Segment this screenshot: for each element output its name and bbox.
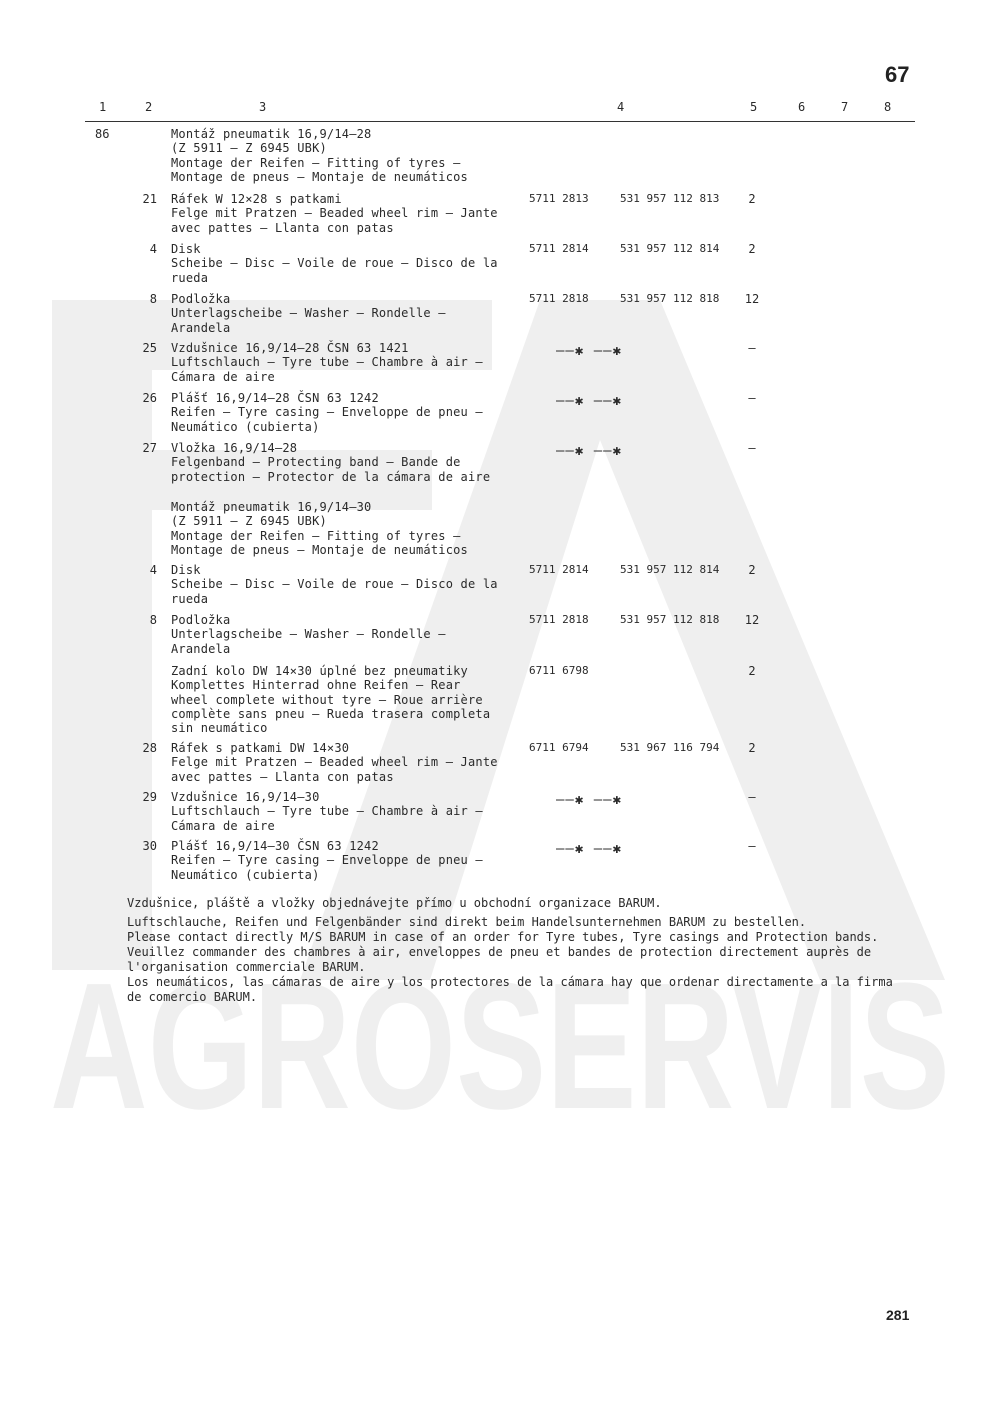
part-description [171, 563, 511, 606]
description-line: (Z 5911 — Z 6945 UBK) [171, 514, 327, 529]
part-number: 531 957 112 814 [620, 563, 720, 576]
part-description [171, 741, 511, 784]
part-description [171, 613, 511, 656]
description-line: Podložka [171, 292, 231, 306]
quantity: 2 [748, 741, 756, 755]
order-separately-mark: ——✱ ——✱ [556, 841, 623, 857]
header-rule [85, 121, 915, 122]
quantity: 2 [748, 242, 756, 256]
description-line: Vzdušnice 16,9/14—28 ČSN 63 1421 [171, 341, 409, 355]
description-line: avec pattes — Llanta con patas [171, 220, 394, 235]
catalog-code: 5711 2813 [529, 192, 589, 205]
part-description [171, 500, 511, 557]
column-header-4: 4 [617, 100, 625, 114]
description-line: Cámara de aire [171, 369, 275, 384]
description-line: Neumático (cubierta) [171, 867, 320, 882]
description-line: Podložka [171, 613, 231, 627]
part-description [171, 391, 511, 434]
description-line: Disk [171, 242, 201, 256]
part-description [171, 441, 511, 484]
quantity: 2 [748, 664, 756, 678]
order-separately-mark: ——✱ ——✱ [556, 343, 623, 359]
catalog-code: 5711 2818 [529, 292, 589, 305]
description-line: Unterlagscheibe — Washer — Rondelle — [171, 306, 446, 321]
position-number: 4 [149, 242, 157, 256]
quantity: 2 [748, 563, 756, 577]
catalog-code: 5711 2818 [529, 613, 589, 626]
description-line: Unterlagscheibe — Washer — Rondelle — [171, 627, 446, 642]
description-line: rueda [171, 591, 209, 606]
description-line: protection — Protector de la cámara de aire [171, 469, 491, 484]
quantity: — [748, 839, 756, 853]
description-line: Arandela [171, 641, 231, 656]
quantity: — [748, 341, 756, 355]
quantity: 12 [744, 613, 760, 627]
part-description [171, 127, 511, 184]
part-number: 531 967 116 794 [620, 741, 720, 754]
quantity: 12 [744, 292, 760, 306]
catalog-code: 6711 6798 [529, 664, 589, 677]
description-line: rueda [171, 270, 209, 285]
note-line: l'organisation commerciale BARUM. [127, 960, 366, 974]
position-number: 29 [142, 790, 157, 804]
description-line: Montage der Reifen — Fitting of tyres — [171, 528, 461, 543]
note-line: Please contact directly M/S BARUM in case of an order for Tyre tubes, Tyre casings and Protection bands. [127, 930, 879, 944]
part-number: 531 957 112 818 [620, 613, 720, 626]
quantity: — [748, 441, 756, 455]
description-line: Vzdušnice 16,9/14—30 [171, 790, 320, 804]
description-line: Plášť 16,9/14—28 ČSN 63 1242 [171, 391, 379, 405]
description-line: Disk [171, 563, 201, 577]
description-line: Arandela [171, 320, 231, 335]
description-line: (Z 5911 — Z 6945 UBK) [171, 141, 327, 156]
description-line: Ráfek s patkami DW 14⨯30 [171, 741, 350, 755]
quantity: — [748, 790, 756, 804]
description-line: Montage der Reifen — Fitting of tyres — [171, 155, 461, 170]
quantity: — [748, 391, 756, 405]
description-line: wheel complete without tyre — Roue arrière [171, 692, 483, 707]
note-line: Luftschlauche, Reifen und Felgenbänder sind direkt beim Handelsunternehmen BARUM zu bestellen. [127, 915, 807, 929]
description-line: Felge mit Pratzen — Beaded wheel rim — Jante [171, 206, 498, 221]
order-separately-mark: ——✱ ——✱ [556, 792, 623, 808]
part-description [171, 242, 511, 285]
note-line: Vzdušnice, pláště a vložky objednávejte přímo u obchodní organizace BARUM. [127, 896, 662, 910]
position-number: 25 [142, 341, 157, 355]
description-line: Luftschlauch — Tyre tube — Chambre à air — [171, 355, 483, 370]
description-line: sin neumático [171, 721, 268, 736]
description-line: Montage de pneus — Montaje de neumáticos [171, 542, 468, 557]
part-description [171, 341, 511, 384]
description-line: Ráfek W 12⨯28 s patkami [171, 192, 342, 206]
position-number: 21 [142, 192, 157, 206]
column-header-8: 8 [884, 100, 892, 114]
description-line: Felgenband — Protecting band — Bande de [171, 455, 461, 470]
part-number: 531 957 112 814 [620, 242, 720, 255]
description-line: avec pattes — Llanta con patas [171, 769, 394, 784]
order-separately-mark: ——✱ ——✱ [556, 393, 623, 409]
part-description [171, 192, 511, 235]
description-line: Felge mit Pratzen — Beaded wheel rim — Jante [171, 755, 498, 770]
description-line: Plášť 16,9/14—30 ČSN 63 1242 [171, 839, 379, 853]
description-line: Montáž pneumatik 16,9/14—28 [171, 127, 372, 141]
group-number: 86 [95, 127, 110, 141]
description-line: Reifen — Tyre casing — Enveloppe de pneu — [171, 853, 483, 868]
note-line: de comercio BARUM. [127, 990, 258, 1004]
catalog-code: 5711 2814 [529, 563, 589, 576]
page-number: 67 [885, 62, 910, 87]
position-number: 8 [149, 613, 157, 627]
description-line: Luftschlauch — Tyre tube — Chambre à air — [171, 804, 483, 819]
column-header-5: 5 [750, 100, 758, 114]
position-number: 8 [149, 292, 157, 306]
description-line: Komplettes Hinterrad ohne Reifen — Rear [171, 678, 461, 693]
catalog-code: 6711 6794 [529, 741, 589, 754]
description-line: Vložka 16,9/14—28 [171, 441, 298, 455]
part-description [171, 664, 511, 735]
description-line: Scheibe — Disc — Voile de roue — Disco de la [171, 577, 498, 592]
description-line: Neumático (cubierta) [171, 419, 320, 434]
note-line: Los neumáticos, las cámaras de aire y los protectores de la cámara hay que ordenar directamente a la firma [127, 975, 893, 989]
column-header-3: 3 [259, 100, 267, 114]
column-header-6: 6 [798, 100, 806, 114]
position-number: 26 [142, 391, 157, 405]
description-line: Zadní kolo DW 14⨯30 úplné bez pneumatiky [171, 664, 468, 678]
column-header-1: 1 [99, 100, 107, 114]
footer-page-number: 281 [886, 1307, 910, 1323]
part-number: 531 957 112 813 [620, 192, 720, 205]
description-line: Reifen — Tyre casing — Enveloppe de pneu — [171, 405, 483, 420]
position-number: 28 [142, 741, 157, 755]
part-number: 531 957 112 818 [620, 292, 720, 305]
catalog-code: 5711 2814 [529, 242, 589, 255]
column-header-2: 2 [145, 100, 153, 114]
order-separately-mark: ——✱ ——✱ [556, 443, 623, 459]
column-header-7: 7 [841, 100, 849, 114]
position-number: 27 [142, 441, 157, 455]
description-line: complète sans pneu — Rueda trasera completa [171, 706, 491, 721]
watermark-text: AGROSERVIS [50, 946, 950, 1147]
description-line: Cámara de aire [171, 818, 275, 833]
description-line: Montáž pneumatik 16,9/14—30 [171, 500, 372, 514]
part-description [171, 292, 511, 335]
position-number: 4 [149, 563, 157, 577]
ordering-notes [127, 896, 917, 1005]
part-description [171, 790, 511, 833]
note-line: Veuillez commander des chambres à air, enveloppes de pneu et bandes de protection directement auprès de [127, 945, 872, 959]
description-line: Scheibe — Disc — Voile de roue — Disco de la [171, 256, 498, 271]
description-line: Montage de pneus — Montaje de neumáticos [171, 169, 468, 184]
quantity: 2 [748, 192, 756, 206]
part-description [171, 839, 511, 882]
position-number: 30 [142, 839, 157, 853]
